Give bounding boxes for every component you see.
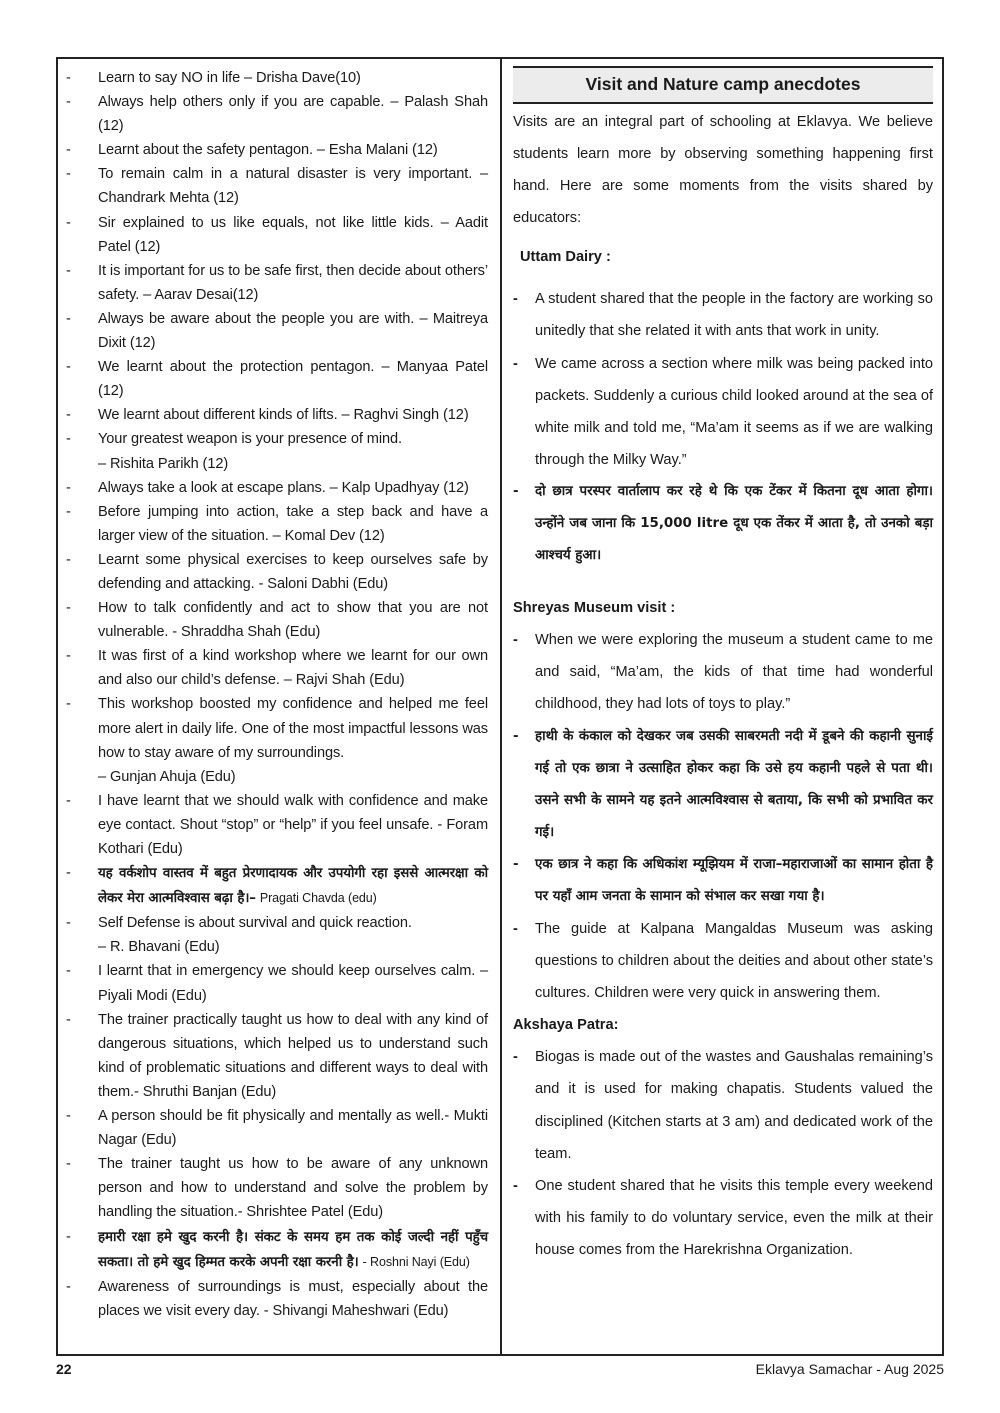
testimonial-item <box>62 596 488 644</box>
anecdote-text: We came across a section where milk was being packed into packets. Suddenly a curious child looked around at the sea of white milk and told me, “Ma’am it seems as if we are walking through the Milky Way.” <box>535 355 933 468</box>
testimonial-item <box>62 1275 488 1323</box>
bullet-dash: - <box>66 359 71 376</box>
bullet-dash: - <box>66 310 71 327</box>
anecdote-text: दो छात्र परस्पर वार्तालाप कर रहे थे कि एक टेंकर में कितना दूध आता होगा। उन्होंने जब जाना कि 15,000 litre दूध एक तेंकर में आता है, तो उनको बड़ा आश्चर्य हुआ। <box>535 483 933 564</box>
testimonial-item <box>62 1225 488 1275</box>
testimonial-text: Always be aware about the people you are with. – Maitreya Dixit (12) <box>98 310 488 352</box>
testimonial-text: We learnt about the protection pentagon. – Manyaa Patel (12) <box>98 359 488 400</box>
anecdote-item <box>513 476 933 572</box>
testimonial-text: Sir explained to us like equals, not like little kids. – Aadit Patel (12) <box>98 214 488 255</box>
bullet-dash: - <box>513 728 519 744</box>
testimonial-author: – R. Bhavani (Edu) <box>98 939 220 956</box>
bullet-dash: - <box>513 291 518 308</box>
testimonial-item <box>62 162 488 210</box>
bullet-dash: - <box>66 648 71 665</box>
bullet-dash: - <box>66 915 71 932</box>
testimonial-text: Learnt about the safety pentagon. – Esha Malani (12) <box>98 142 438 159</box>
testimonial-item <box>62 911 488 959</box>
testimonial-author: – Rishita Parikh (12) <box>98 455 229 472</box>
anecdote-text: A student shared that the people in the factory are working so unitedly that she related it with ants that work in unity. <box>535 291 933 340</box>
anecdote-text: When we were exploring the museum a student came to me and said, “Ma’am, the kids of that time had wonderful childhood, they had lots of toys to play.” <box>535 632 933 713</box>
anecdote-text: Biogas is made out of the wastes and Gaushalas remaining’s and it is used for making chapatis. Students valued the disciplined (Kitchen starts at 3 am) and dedicated work of the team. <box>535 1049 933 1162</box>
testimonial-text: Awareness of surroundings is must, especially about the places we visit every day. - Shivangi Maheshwari (Edu) <box>98 1278 488 1319</box>
testimonial-item <box>62 211 488 259</box>
testimonial-author: – Gunjan Ahuja (Edu) <box>98 768 236 785</box>
bullet-dash: - <box>66 600 71 617</box>
anecdote-item <box>513 624 933 720</box>
testimonial-text: It was first of a kind workshop where we learnt for our own and also our child’s defense. – Rajvi Shah (Edu) <box>98 648 488 689</box>
testimonial-item <box>62 307 488 355</box>
anecdote-item <box>513 721 933 849</box>
testimonial-text: Before jumping into action, take a step back and have a larger view of the situation. – Komal Dev (12) <box>98 503 488 544</box>
bullet-dash: - <box>66 1156 71 1173</box>
bullet-dash: - <box>513 1177 518 1194</box>
visit-subheading: Uttam Dairy : <box>520 249 611 266</box>
bullet-dash: - <box>66 1011 71 1028</box>
testimonial-text: Always help others only if you are capable. – Palash Shah (12) <box>98 94 488 135</box>
testimonial-item <box>62 476 488 500</box>
anecdote-item <box>513 283 933 347</box>
testimonial-text: Learn to say NO in life – Drisha Dave(10) <box>98 70 361 86</box>
anecdote-item <box>513 849 933 913</box>
testimonial-text: यह वर्कशोप वास्तव में बहुत प्रेरणादायक और उपयोगी रहा इससे आत्मरक्षा को लेकर मेरा आत्मविश्वास बढ़ा है।– <box>98 866 488 907</box>
testimonial-item <box>62 355 488 403</box>
visits-column <box>513 66 933 1266</box>
bullet-dash: - <box>66 963 71 980</box>
testimonial-item <box>62 259 488 307</box>
testimonial-text: A person should be fit physically and mentally as well.- Mukti Nagar (Edu) <box>98 1108 488 1149</box>
bullet-dash: - <box>66 696 71 713</box>
bullet-dash: - <box>66 865 71 882</box>
anecdote-text: एक छात्र ने कहा कि अधिकांश म्यूझियम में राजा–महाराजाओं का सामान होता है पर यहाँ आम जनता के सामान को संभाल कर सखा गया है। <box>535 856 933 904</box>
bullet-dash: - <box>66 792 71 809</box>
testimonial-text: How to talk confidently and act to show that you are not vulnerable. - Shraddha Shah (Edu) <box>98 600 488 641</box>
bullet-dash: - <box>66 166 71 183</box>
testimonial-item <box>62 692 488 788</box>
testimonial-text: I have learnt that we should walk with confidence and make eye contact. Shout “stop” or “help” if you feel unsafe. - Foram Kothari (Edu) <box>98 792 488 857</box>
testimonial-item <box>62 90 488 138</box>
bullet-dash: - <box>66 479 71 496</box>
testimonial-item <box>62 403 488 427</box>
anecdote-item <box>513 1041 933 1169</box>
bullet-dash: - <box>513 483 519 499</box>
testimonial-text: This workshop boosted my confidence and helped me feel more alert in daily life. One of the most impactful lessons was how to stay aware of my surroundings. <box>98 696 488 761</box>
testimonial-item <box>62 959 488 1007</box>
testimonial-item <box>62 1152 488 1224</box>
testimonial-text: It is important for us to be safe first, then decide about others’ safety. – Aarav Desai(12) <box>98 262 488 303</box>
bullet-dash: - <box>66 1108 71 1125</box>
testimonial-text: Learnt some physical exercises to keep ourselves safe by defending and attacking. - Saloni Dabhi (Edu) <box>98 551 488 592</box>
anecdote-text: One student shared that he visits this temple every weekend with his family to do voluntary service, even the milk at their house comes from the Harekrishna Organization. <box>535 1177 933 1258</box>
bullet-dash: - <box>513 856 519 872</box>
testimonial-item <box>62 500 488 548</box>
testimonial-text: The trainer practically taught us how to deal with any kind of dangerous situations, which helped us to understand such kind of problematic situations and different ways to deal with them.- Shruthi Banjan (Edu) <box>98 1011 488 1100</box>
testimonial-text: We learnt about different kinds of lifts. – Raghvi Singh (12) <box>98 407 469 424</box>
bullet-dash: - <box>513 921 518 938</box>
testimonial-author: - Roshni Nayi (Edu) <box>362 1254 470 1269</box>
visit-subheading: Akshaya Patra: <box>513 1017 619 1034</box>
testimonial-author: Pragati Chavda (edu) <box>259 891 377 906</box>
bullet-dash: - <box>66 94 71 111</box>
intro-paragraph: Visits are an integral part of schooling at Eklavya. We believe students learn more by observing something happening first hand. Here are some moments from the visits shared by educators: <box>513 114 933 227</box>
testimonial-text: हमारी रक्षा हमे खुद करनी है। संकट के समय हम तक कोई जल्दी नहीं पहुँच सकता। तो हमे खुद हिम्मत करके अपनी रक्षा करनी है। <box>98 1229 488 1270</box>
bullet-dash: - <box>66 551 71 568</box>
testimonial-item <box>62 427 488 475</box>
anecdote-item <box>513 1170 933 1266</box>
testimonial-item <box>62 1104 488 1152</box>
testimonial-text: Always take a look at escape plans. – Kalp Upadhyay (12) <box>98 479 469 496</box>
column-divider <box>500 57 502 1356</box>
anecdote-text: हाथी के कंकाल को देखकर जब उसकी साबरमती नदी में डूबने की कहानी सुनाई गई तो एक छात्रा ने उत्साहित होकर कहा कि उसे हय कहानी पहले से पता थी।उसने सभी के सामने यह इतने आत्मविश्वास से बताया, कि सभी को प्रभावित कर गई। <box>535 728 933 840</box>
page-number: 22 <box>56 1361 72 1377</box>
publication-footer: Eklavya Samachar - Aug 2025 <box>755 1361 944 1377</box>
bullet-dash: - <box>513 632 518 649</box>
bullet-dash: - <box>66 142 71 159</box>
bullet-dash: - <box>66 503 71 520</box>
testimonial-item <box>62 644 488 692</box>
bullet-dash: - <box>66 262 71 279</box>
testimonial-item <box>62 66 488 90</box>
testimonial-item <box>62 548 488 596</box>
anecdote-item <box>513 348 933 476</box>
bullet-dash: - <box>66 70 71 86</box>
bullet-dash: - <box>66 431 71 448</box>
testimonial-item <box>62 1008 488 1104</box>
bullet-dash: - <box>513 355 518 372</box>
bullet-dash: - <box>66 1228 71 1245</box>
testimonials-column <box>62 66 488 1323</box>
bullet-dash: - <box>66 1278 71 1295</box>
testimonial-text: I learnt that in emergency we should keep ourselves calm. – Piyali Modi (Edu) <box>98 963 488 1004</box>
bullet-dash: - <box>66 214 71 231</box>
testimonial-text: Self Defense is about survival and quick reaction. <box>98 915 412 932</box>
bullet-dash: - <box>513 1049 518 1066</box>
anecdote-text: The guide at Kalpana Mangaldas Museum was asking questions to children about the deities and about other state’s cultures. Children were very quick in answering them. <box>535 921 933 1002</box>
bullet-dash: - <box>66 407 71 424</box>
visit-subheading: Shreyas Museum visit : <box>513 600 676 617</box>
anecdote-item <box>513 913 933 1009</box>
testimonial-item <box>62 789 488 861</box>
testimonial-item <box>62 861 488 911</box>
testimonial-text: Your greatest weapon is your presence of mind. <box>98 431 402 448</box>
testimonial-item <box>62 138 488 162</box>
section-heading: Visit and Nature camp anecdotes <box>513 66 933 104</box>
testimonial-text: To remain calm in a natural disaster is very important. – Chandrark Mehta (12) <box>98 166 488 207</box>
testimonial-text: The trainer taught us how to be aware of any unknown person and how to understand and solve the problem by handling the situation.- Shrishtee Patel (Edu) <box>98 1156 488 1221</box>
